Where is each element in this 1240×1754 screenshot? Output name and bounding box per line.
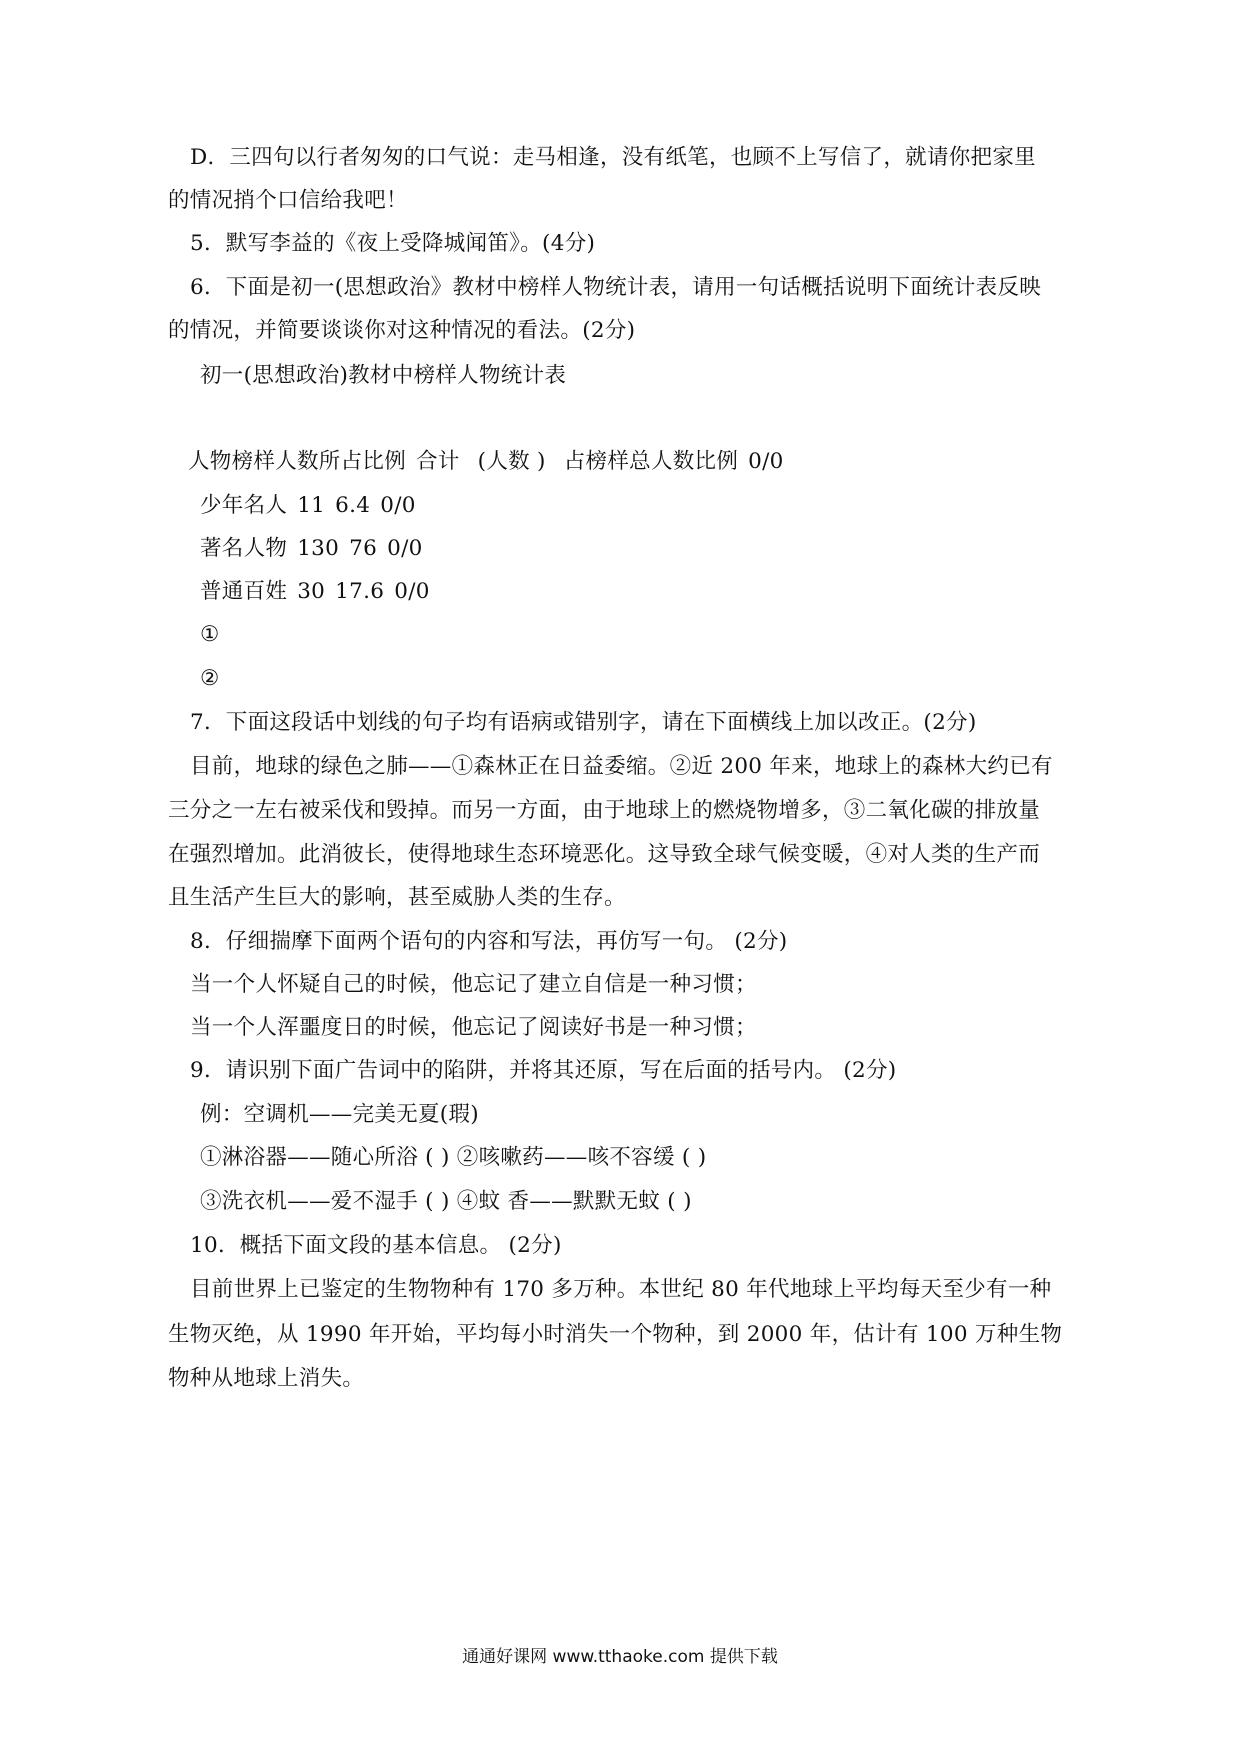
question-9-example: 例：空调机——完美无夏(瑕): [200, 1102, 479, 1127]
table-cell: 著名人物: [200, 536, 288, 561]
stats-table-header: [188, 447, 784, 477]
question-7-passage-line3: 在强烈增加。此消彼长，使得地球生态环境恶化。这导致全球气候变暖，④对人类的生产而: [168, 842, 1041, 867]
table-cell: 0/0: [380, 493, 416, 518]
question-7-passage-line1: 目前，地球的绿色之肺——①森林正在日益委缩。②近 200 年来，地球上的森林大约已有: [190, 754, 1053, 779]
header-cell: 0/0: [748, 449, 784, 474]
question-7-passage-line2: 三分之一左右被采伐和毁掉。而另一方面，由于地球上的燃烧物增多，③二氧化碳的排放量: [168, 798, 1041, 823]
header-cell: (人数 ): [477, 449, 546, 474]
option-d-line2: 的情况捎个口信给我吧！: [168, 188, 408, 213]
question-6-line2: 的情况，并简要谈谈你对这种情况的看法。(2分): [168, 318, 636, 343]
header-cell: 占榜样总人数比例: [563, 449, 739, 474]
question-6-line1: 6．下面是初一(思想政治》教材中榜样人物统计表，请用一句话概括说明下面统计表反映: [190, 275, 1042, 300]
question-7: 7．下面这段话中划线的句子均有语病或错别字，请在下面横线上加以改正。(2分): [190, 710, 977, 735]
header-cell: 人物榜样人数所占比例: [188, 449, 407, 474]
table-cell: 6.4: [335, 493, 371, 518]
table-cell: 30: [297, 579, 326, 604]
answer-marker-1: ①: [200, 622, 220, 647]
question-9: 9．请识别下面广告词中的陷阱，并将其还原，写在后面的括号内。 (2分): [190, 1058, 897, 1083]
question-9-items-row2: ③洗衣机——爱不湿手 ( ) ④蚊 香——默默无蚊 ( ): [200, 1189, 692, 1214]
table-cell: 少年名人: [200, 493, 288, 518]
table-cell: 17.6: [335, 579, 385, 604]
page-footer: 通通好课网 www.tthaoke.com 提供下载: [462, 1647, 778, 1667]
question-9-items-row1: ①淋浴器——随心所浴 ( ) ②咳嗽药——咳不容缓 ( ): [200, 1145, 707, 1170]
table-cell: 11: [297, 493, 326, 518]
question-8-sentence1: 当一个人怀疑自己的时候，他忘记了建立自信是一种习惯；: [190, 972, 757, 997]
table-cell: 0/0: [387, 536, 423, 561]
table-cell: 130: [297, 536, 340, 561]
header-cell: 合计: [416, 449, 460, 474]
table-cell: 0/0: [394, 579, 430, 604]
question-8-sentence2: 当一个人浑噩度日的时候，他忘记了阅读好书是一种习惯；: [190, 1015, 757, 1040]
question-10-passage-line3: 物种从地球上消失。: [168, 1366, 365, 1391]
question-10-passage-line1: 目前世界上已鉴定的生物物种有 170 多万种。本世纪 80 年代地球上平均每天至少有一种: [190, 1277, 1052, 1302]
table-cell: 76: [349, 536, 378, 561]
table-title: 初一(思想政治)教材中榜样人物统计表: [200, 363, 567, 388]
question-10-passage-line2: 生物灭绝，从 1990 年开始，平均每小时消失一个物种，到 2000 年，估计有 100 万种生物: [168, 1322, 1063, 1347]
stats-table-row: [200, 491, 416, 521]
stats-table-row: [200, 577, 430, 607]
question-7-passage-line4: 且生活产生巨大的影响，甚至威胁人类的生存。: [168, 885, 626, 910]
question-10: 10．概括下面文段的基本信息。 (2分): [190, 1233, 562, 1258]
table-cell: 普通百姓: [200, 579, 288, 604]
stats-table-row: [200, 534, 423, 564]
answer-marker-2: ②: [200, 666, 220, 691]
question-5: 5．默写李益的《夜上受降城闻笛》。(4分): [190, 231, 596, 256]
option-d-line1: D．三四句以行者匆匆的口气说：走马相逢，没有纸笔，也顾不上写信了，就请你把家里: [190, 145, 1036, 170]
question-8: 8．仔细揣摩下面两个语句的内容和写法，再仿写一句。 (2分): [190, 929, 788, 954]
